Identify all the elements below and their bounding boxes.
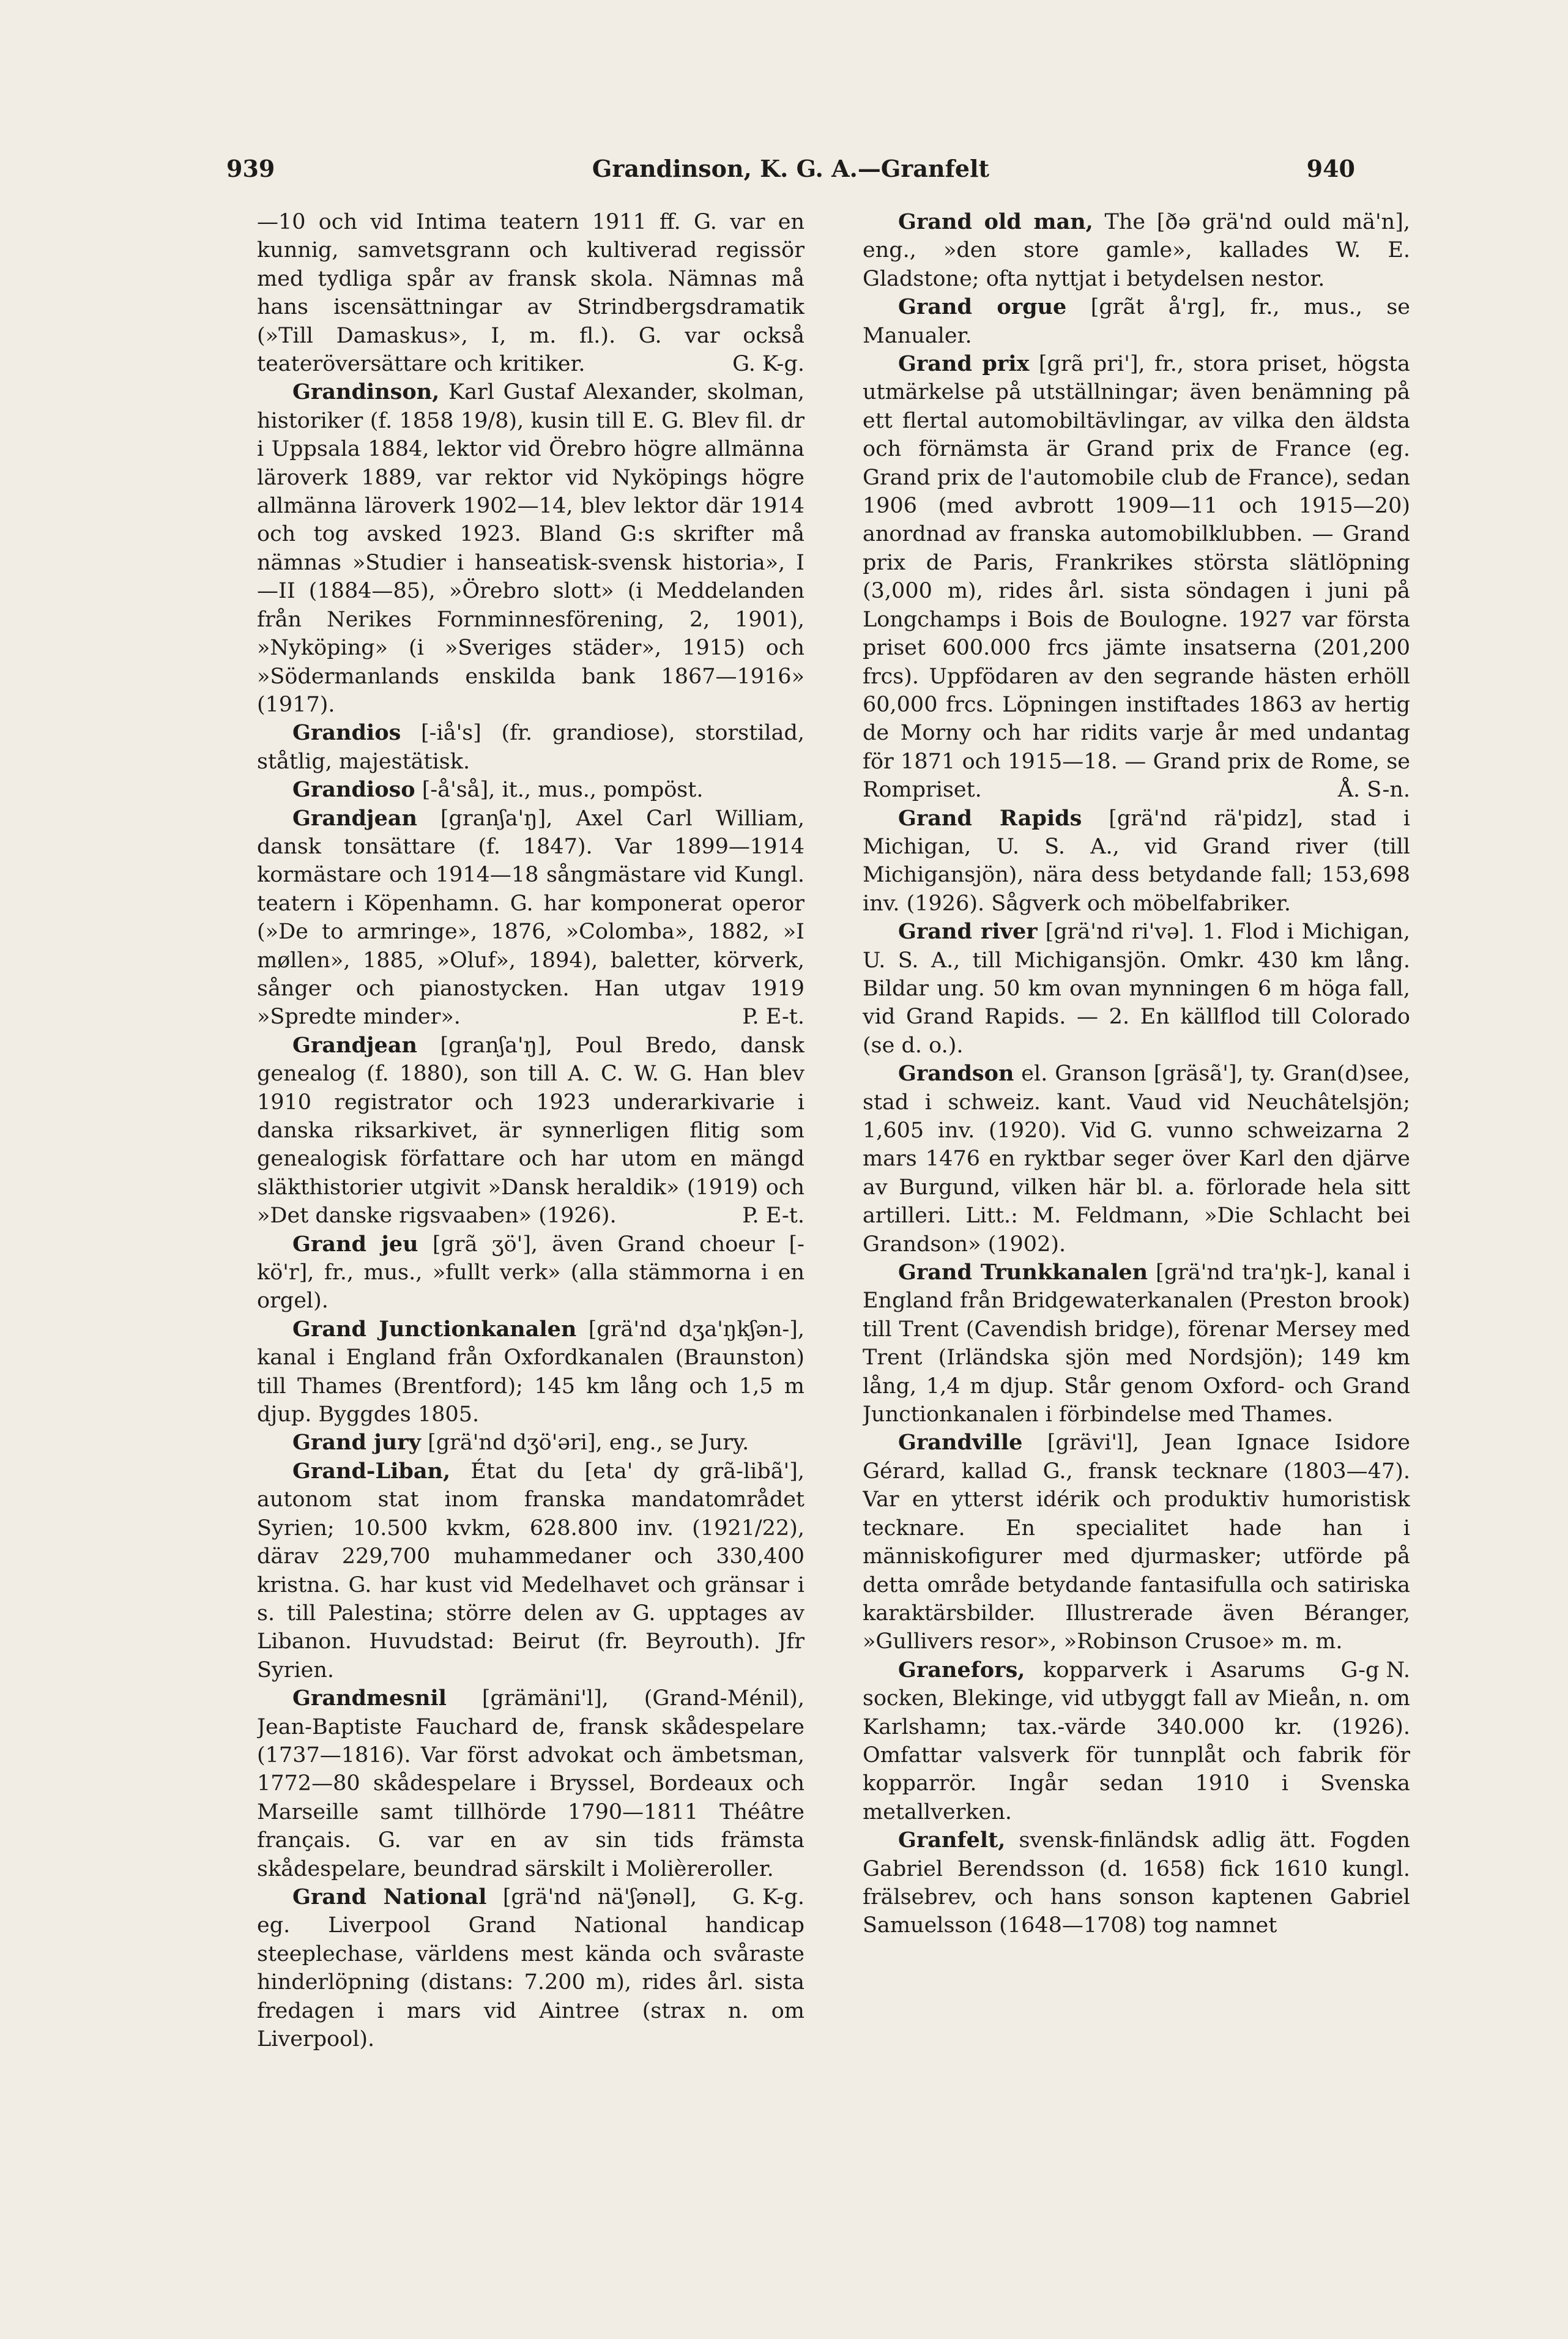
entry-headword: Granefors, <box>898 1657 1025 1683</box>
author-signature: G-g N. <box>1340 1657 1410 1683</box>
dictionary-entry <box>257 1032 804 1230</box>
dictionary-entry <box>257 1457 804 1684</box>
entry-text: [-å'så], it., mus., pompöst. <box>415 778 704 803</box>
entry-text: Karl Gustaf Alexander, skolman, historiker (f. 1858 19/8), kusin till E. G. Blev fil. dr i Uppsala 1884, lektor vid Örebro högre allmänna läroverk 1889, var rektor vid Nyköpings högre allmänna läroverk 1902—14, blev lektor där 1914 och tog avsked 1923. Bland G:s skrifter må nämnas »Studier i hanseatisk-svensk historia», I—II (1884—85), »Örebro slott» (i Meddelanden från Nerikes Fornminnesförening, 2, 1901), »Nyköping» (i »Sveriges städer», 1915) och »Södermanlands enskilda bank 1867—1916» (1917). <box>257 380 804 717</box>
dictionary-entry <box>863 350 1410 805</box>
entry-headword: Grand old man, <box>898 209 1093 234</box>
entry-text: [grä'nd dʒö'əri], eng., se Jury. <box>421 1430 749 1456</box>
entry-headword: Grand Rapids <box>898 805 1082 831</box>
entry-headword: Grand Trunkkanalen <box>898 1260 1148 1285</box>
dictionary-entry <box>863 1060 1410 1259</box>
author-signature: G. K-g. <box>732 352 804 377</box>
dictionary-entry <box>863 918 1410 1060</box>
dictionary-entry <box>863 293 1410 350</box>
author-signature: P. E-t. <box>742 1203 804 1229</box>
dictionary-entry <box>257 805 804 1032</box>
entry-text: [grä'nd tra'ŋk-], kanal i England från Bridgewaterkanalen (Preston brook) till Trent (Cavendish bridge), förenar Mersey med Trent (Irländska sjön med Nordsjön); 149 km lång, 1,4 m djup. Står genom Oxford- och Grand Junctionkanalen i förbindelse med Thames. <box>863 1260 1410 1427</box>
page-header <box>226 152 1355 186</box>
entry-text: kopparverk i Asarums socken, Blekinge, vid utbyggt fall av Mieån, n. om Karlshamn; tax.-värde 340.000 kr. (1926). Omfattar valsverk för tunnplåt och fabrik för kopparrör. Ingår sedan 1910 i Svenska metallverken. <box>863 1657 1410 1824</box>
dictionary-entry <box>257 1230 804 1315</box>
entry-headword: Grand Junctionkanalen <box>292 1316 577 1342</box>
entry-text: —10 och vid Intima teatern 1911 ff. G. var en kunnig, samvetsgrann och kultiverad regissör med tydliga spår av fransk skola. Nämnas må hans iscensättningar av Strindbergsdramatik (»Till Damaskus», I, m. fl.). G. var också teateröversättare och kritiker. <box>257 210 804 377</box>
entry-text: [grävi'l], Jean Ignace Isidore Gérard, kallad G., fransk tecknare (1803—47). Var en ytterst idérik och produktiv humoristisk tecknare. En specialitet hade han i människofigurer med djurmasker; utförde på detta område betydande fantasifulla och satiriska karaktärsbilder. Illustrerade även Béranger, »Gullivers resor», »Robinson Crusoe» m. m. <box>863 1430 1410 1654</box>
entry-text: [granʃa'ŋ], Axel Carl William, dansk tonsättare (f. 1847). Var 1899—1914 kormästare och 1914—18 sångmästare vid Kungl. teatern i Köpenhamn. G. har komponerat operor (»De to armringe», 1876, »Colomba», 1882, »I møllen», 1885, »Oluf», 1894), baletter, körverk, sånger och pianostycken. Han utgav 1919 »Spredte minder». <box>257 806 804 1030</box>
dictionary-entry <box>863 208 1410 293</box>
entry-text: [-iå's] (fr. grandiose), storstilad, ståtlig, majestätisk. <box>257 721 804 774</box>
running-title: Grandinson, K. G. A.—Granfelt <box>592 155 990 182</box>
entry-text: [grämäni'l], (Grand-Ménil), Jean-Baptiste Fauchard de, fransk skådespelare (1737—1816). Var först advokat och ämbetsman, 1772—80 skådespelare i Bryssel, Bordeaux och Marseille samt tillhörde 1790—1811 Théâtre français. G. var en av sin tids främsta skådespelare, beundrad särskilt i Molièreroller. <box>257 1686 804 1881</box>
dictionary-entry <box>257 719 804 776</box>
entry-text: État du [eta' dy grã-libã'], autonom stat inom franska mandatområdet Syrien; 10.500 kvkm, 628.800 inv. (1921/22), därav 229,700 muhammedaner och 330,400 kristna. G. har kust vid Medelhavet och gränsar i s. till Palestina; större delen av G. upptages av Libanon. Huvudstad: Beirut (fr. Beyrouth). Jfr Syrien. <box>257 1459 804 1683</box>
entry-text: el. Granson [gräsã'], ty. Gran(d)see, stad i schweiz. kant. Vaud vid Neuchâtelsjön; 1,605 inv. (1920). Vid G. vunno schweizarna 2 mars 1476 en ryktbar seger över Karl den djärve av Burgund, vilken här bl. a. förlorade hela sitt artilleri. Litt.: M. Feldmann, »Die Schlacht bei Grandson» (1902). <box>863 1062 1410 1257</box>
page-number-right: 940 <box>1306 155 1355 182</box>
entry-text: [grä'nd rä'pidz], stad i Michigan, U. S. A., vid Grand river (till Michigansjön), nära dess betydande fall; 153,698 inv. (1926). Sågverk och möbelfabriker. <box>863 806 1410 916</box>
entry-text: svensk-finländsk adlig ätt. Fogden Gabriel Berendsson (d. 1658) fick 1610 kungl. frälsebrev, och hans sonson kaptenen Gabriel Samuelsson (1648—1708) tog namnet <box>863 1828 1410 1938</box>
entry-headword: Grandios <box>292 720 401 746</box>
entry-headword: Grandioso <box>292 777 415 803</box>
dictionary-entry <box>257 1315 804 1429</box>
entry-headword: Granfelt, <box>898 1828 1006 1853</box>
entry-headword: Grandjean <box>292 805 417 831</box>
entry-headword: Grand National <box>292 1884 487 1910</box>
entry-text: [grä'nd ri'və]. 1. Flod i Michigan, U. S. A., till Michigansjön. Omkr. 430 km lång. Bildar ung. 50 km ovan mynningen 6 m höga fall, vid Grand Rapids. — 2. En källflod till Colorado (se d. o.). <box>863 920 1410 1058</box>
author-signature: G. K-g. <box>732 1884 804 1910</box>
entry-headword: Grand orgue <box>898 294 1067 320</box>
author-signature: Å. S-n. <box>1337 778 1410 803</box>
page-number-left: 939 <box>226 155 275 182</box>
dictionary-entry <box>257 208 804 378</box>
entry-text: [grãt å'rg], fr., mus., se Manualer. <box>863 295 1410 348</box>
entry-text: [grã ʒö'], även Grand choeur [-kö'r], fr., mus., »fullt verk» (alla stämmorna i en orgel). <box>257 1232 804 1314</box>
entry-headword: Grandinson, <box>292 379 440 405</box>
right-column <box>863 208 1410 2099</box>
entry-headword: Grand jeu <box>292 1231 418 1257</box>
entry-text: [granʃa'ŋ], Poul Bredo, dansk genealog (f. 1880), son till A. C. W. G. Han blev 1910 registrator och 1923 underarkivarie i danska riksarkivet, är synnerligen flitig som genealogisk författare och har utom en mängd släkthistorier utgivit »Dansk heraldik» (1919) och »Det danske rigsvaaben» (1926). <box>257 1033 804 1229</box>
left-column <box>257 208 804 2099</box>
entry-headword: Grandville <box>898 1430 1023 1456</box>
dictionary-entry <box>257 1429 804 1457</box>
entry-text: [grä'nd dʒa'ŋkʃən-], kanal i England från Oxfordkanalen (Braunston) till Thames (Brentford); 145 km lång och 1,5 m djup. Byggdes 1805. <box>257 1317 804 1427</box>
entry-headword: Grand river <box>898 919 1038 945</box>
entry-headword: Grandmesnil <box>292 1686 447 1711</box>
entry-headword: Grandjean <box>292 1032 417 1058</box>
dictionary-entry <box>863 805 1410 918</box>
entry-headword: Grand-Liban, <box>292 1458 451 1484</box>
dictionary-entry <box>863 1826 1410 1940</box>
entry-headword: Grandson <box>898 1061 1014 1087</box>
entry-text: [grä'nd nä'ʃənəl], eg. Liverpool Grand National handicap steeplechase, världens mest kända och svåraste hinderlöpning (distans: 7.200 m), rides årl. sista fredagen i mars vid Aintree (strax n. om Liverpool). <box>257 1884 804 2051</box>
entry-headword: Grand prix <box>898 351 1030 377</box>
author-signature: P. E-t. <box>742 1005 804 1030</box>
entry-text: The [ðə grä'nd ould mä'n], eng., »den store gamle», kallades W. E. Gladstone; ofta nyttjat i betydelsen nestor. <box>863 210 1410 291</box>
dictionary-entry <box>863 1259 1410 1429</box>
dictionary-entry <box>257 776 804 804</box>
dictionary-entry <box>257 378 804 719</box>
entry-headword: Grand jury <box>292 1430 421 1456</box>
entry-text: [grã pri'], fr., stora priset, högsta utmärkelse på utställningar; även benämning på ett flertal automobiltävlingar, av vilka den äldsta och förnämsta är Grand prix de France (eg. Grand prix de l'automobile club de France), sedan 1906 (med avbrott 1909—11 och 1915—20) anordnad av franska automobilklubben. — Grand prix de Paris, Frankrikes största slätlöpning (3,000 m), rides årl. sista söndagen i juni på Longchamps i Bois de Boulogne. 1927 var första priset 600.000 frcs jämte insatserna (201,200 frcs). Uppfödaren av den segrande hästen erhöll 60,000 frcs. Löpningen instiftades 1863 av hertig de Morny och har ridits varje år med undantag för 1871 och 1915—18. — Grand prix de Rome, se Rompriset. <box>863 352 1410 803</box>
